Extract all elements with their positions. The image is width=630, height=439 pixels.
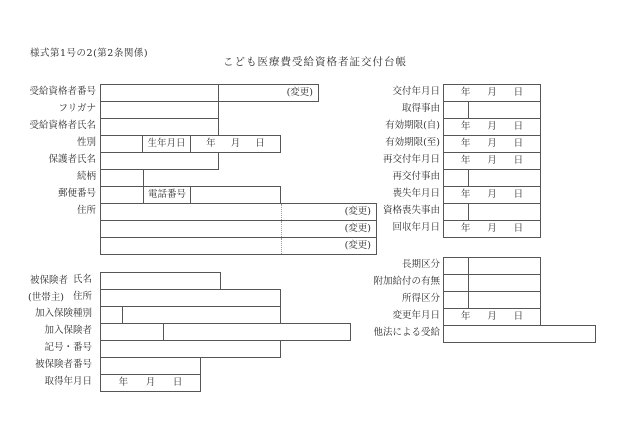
label-insured-address: 住所 [72,291,92,302]
page-title: こども医療費受給資格者証交付台帳 [223,56,407,68]
day-label: 日 [172,377,183,388]
income-category-field [468,291,541,309]
change-label: (変更) [344,240,371,251]
label-insured-name: 氏名 [72,274,92,285]
acquisition-reason-field [468,101,541,119]
year-label: 年 [460,155,471,166]
recipient-number-field [100,84,219,102]
issue-date-field [443,84,541,102]
label-insured-number: 被保険者番号 [34,359,92,370]
label-insurer: 加入保険者 [44,325,92,336]
day-label: 日 [513,155,524,166]
year-label: 年 [460,189,471,200]
collection-date-field [443,220,541,238]
month-label: 月 [487,189,497,200]
relationship-field [100,169,144,187]
label-postal-code: 郵便番号 [57,188,96,199]
label-reissue-reason: 再交付事由 [392,171,440,182]
valid-from-field [443,118,541,136]
label-collection-date: 回収年月日 [392,222,440,233]
change-label: (変更) [344,206,371,217]
acquisition-reason-code-field [443,101,469,119]
reissue-reason-code-field [443,169,469,187]
label-guardian-name: 保護者氏名 [48,154,96,165]
day-label: 日 [513,138,524,149]
birth-date-header-cell [142,135,191,153]
day-label: 日 [513,311,524,322]
month-label: 月 [487,138,497,149]
year-label: 年 [460,311,471,322]
insurance-type-field [122,306,281,324]
month-label: 月 [487,121,497,132]
year-label: 年 [460,223,471,234]
label-other-law-benefit: 他法による受給 [373,327,440,338]
year-label: 年 [206,138,216,149]
month-label: 月 [230,138,241,149]
month-label: 月 [487,223,497,234]
insurance-type-code-field [100,306,123,324]
month-label: 月 [487,87,497,98]
longterm-category-field [468,257,541,275]
reissue-date-field [443,152,541,170]
year-label: 年 [118,377,129,388]
year-label: 年 [460,87,471,98]
label-loss-reason: 資格喪失事由 [382,205,440,216]
label-furigana: フリガナ [58,103,96,114]
day-label: 日 [513,189,524,200]
label-recipient-number: 受給資格者番号 [29,86,96,97]
label-relationship: 続柄 [76,171,96,182]
month-label: 月 [487,311,497,322]
loss-date-field [443,186,541,204]
label-acquisition-reason: 取得事由 [401,103,440,114]
furigana-field [100,101,219,119]
label-householder: (世帯主) [28,292,64,303]
month-label: 月 [145,377,156,388]
change-date-field [443,308,541,326]
label-recipient-name: 受給資格者氏名 [29,120,96,131]
insured-name-field [100,272,221,290]
label-address: 住所 [76,205,96,216]
sex-field [100,135,143,153]
address-field-3 [100,237,377,255]
longterm-category-code-field [443,257,469,275]
change-label: (変更) [286,87,313,98]
label-reissue-date: 再交付年月日 [382,154,440,165]
year-label: 年 [460,138,471,149]
postal-code-field [100,186,144,204]
label-income-category: 所得区分 [401,293,440,304]
day-label: 日 [513,121,524,132]
label-insurance-type: 加入保険種別 [34,308,92,319]
day-label: 日 [513,87,524,98]
year-label: 年 [460,121,471,132]
symbol-number-field [100,340,281,358]
label-valid-to: 有効期限(至) [385,137,440,148]
label-valid-from: 有効期限(自) [385,120,440,131]
label-longterm-category: 長期区分 [401,259,440,270]
month-label: 月 [487,155,497,166]
label-sex: 性別 [76,137,96,148]
birth-date-field [190,135,281,153]
insured-number-field [100,357,201,375]
address-divider-3 [281,238,282,254]
label-symbol-number: 記号・番号 [44,342,92,353]
birth-date-label: 生年月日 [147,138,186,149]
day-label: 日 [513,223,524,234]
label-issue-date: 交付年月日 [392,86,440,97]
day-label: 日 [255,138,265,149]
recipient-name-field [100,118,219,136]
form-number: 様式第1号の2(第2条関係) [30,48,149,59]
label-acquisition-date: 取得年月日 [44,376,92,387]
label-insured-person: 被保険者 [30,275,69,286]
additional-benefit-code-field [443,274,469,292]
phone-field [190,186,281,204]
income-category-code-field [443,291,469,309]
other-law-benefit-field [443,325,596,343]
insured-address-field [100,289,281,307]
guardian-name-field [100,152,219,170]
acquisition-date-field [100,374,201,392]
reissue-reason-field [468,169,541,187]
valid-to-field [443,135,541,153]
phone-label: 電話番号 [147,189,186,200]
insurer-code-field [100,323,164,341]
loss-reason-code-field [443,203,469,221]
change-label: (変更) [344,223,371,234]
phone-header-cell [143,186,191,204]
label-change-date: 変更年月日 [392,310,440,321]
loss-reason-field [468,203,541,221]
additional-benefit-field [468,274,541,292]
label-loss-date: 喪失年月日 [392,188,440,199]
label-additional-benefit: 附加給付の有無 [373,276,440,287]
